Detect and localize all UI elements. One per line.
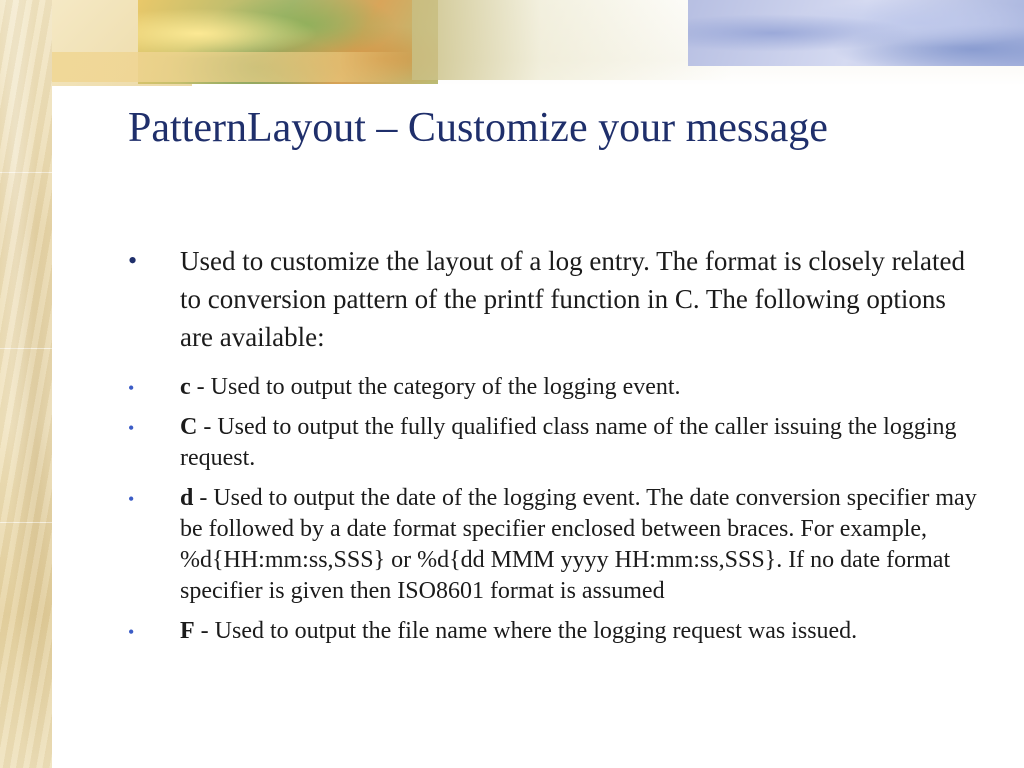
border-seam	[0, 348, 52, 349]
banner-blue-leaves-image	[688, 0, 1024, 66]
bullet-dot-icon: •	[128, 622, 135, 642]
border-seam	[0, 522, 52, 523]
list-item-option-c	[128, 372, 980, 403]
option-description: - Used to output the date of the logging event. The date conversion specifier may be followed by a date format specifier enclosed between braces. For example, %d{HH:mm:ss,SSS} or %d{dd MMM yyyy HH:mm:ss,SSS}. If no date format specifier is given then ISO8601 format is assumed	[180, 485, 977, 604]
option-description: - Used to output the fully qualified class name of the caller issuing the logging request.	[180, 414, 957, 471]
option-key: C	[180, 414, 198, 440]
list-item-intro	[128, 242, 980, 356]
list-item-option-C	[128, 412, 980, 474]
border-seam	[0, 172, 52, 173]
option-key: d	[180, 485, 194, 511]
decorative-top-banner	[52, 0, 1024, 86]
bullet-dot-icon: •	[128, 246, 138, 275]
bullet-list	[128, 242, 980, 656]
banner-gold-strip	[52, 52, 412, 82]
bullet-dot-icon: •	[128, 489, 135, 509]
slide-title: PatternLayout – Customize your message	[128, 105, 828, 151]
option-description: - Used to output the category of the logging event.	[190, 374, 681, 400]
intro-text: Used to customize the layout of a log entry. The format is closely related to conversion pattern of the printf function in C. The following options are available:	[180, 246, 966, 352]
bullet-dot-icon: •	[128, 378, 135, 398]
list-item-option-d	[128, 483, 980, 607]
option-key: c	[180, 374, 191, 400]
option-description: - Used to output the file name where the logging request was issued.	[194, 618, 858, 644]
list-item-option-F	[128, 616, 980, 647]
option-key: F	[180, 618, 195, 644]
banner-fade	[412, 0, 732, 80]
bullet-dot-icon: •	[128, 418, 135, 438]
left-parchment-border	[0, 0, 52, 768]
